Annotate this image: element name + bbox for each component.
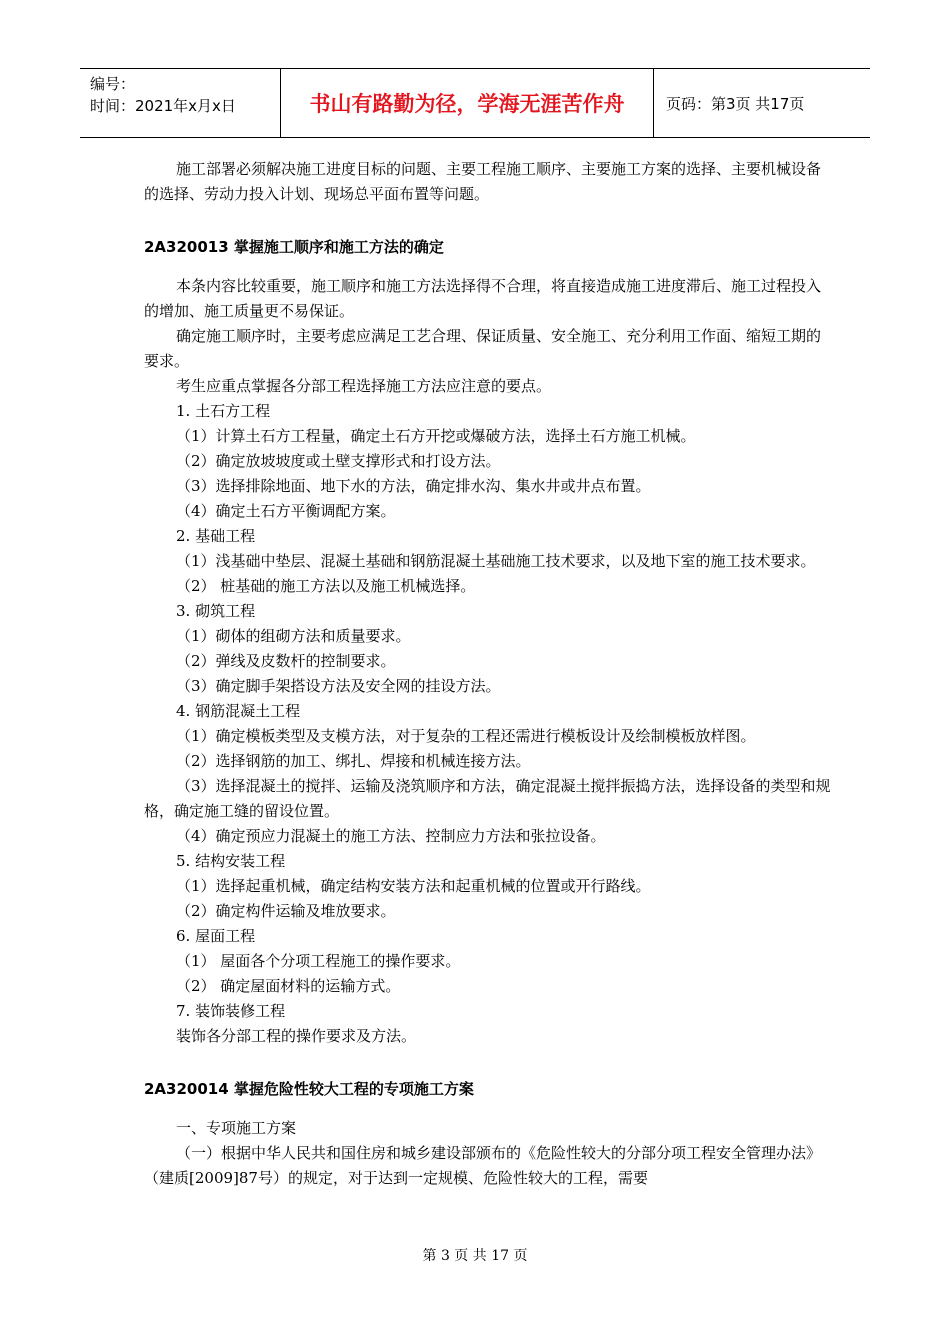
paragraph: （一）根据中华人民共和国住房和城乡建设部颁布的《危险性较大的分部分项工程安全管理办法》（建质[2009]87号）的规定，对于达到一定规模、危险性较大的工程，需要 bbox=[144, 1144, 822, 1187]
document-body bbox=[144, 157, 834, 1191]
paragraph: 一、专项施工方案 bbox=[176, 1119, 297, 1137]
list-item: 1. 土石方工程 bbox=[176, 402, 271, 420]
list-item: （4）确定土石方平衡调配方案。 bbox=[176, 502, 396, 520]
intro-paragraph: 施工部署必须解决施工进度目标的问题、主要工程施工顺序、主要施工方案的选择、主要机械设备的选择、劳动力投入计划、现场总平面布置等问题。 bbox=[144, 160, 822, 203]
section-heading-2a320013: 2A320013 掌握施工顺序和施工方法的确定 bbox=[144, 238, 444, 256]
document-number-label: 编号： bbox=[90, 75, 136, 93]
list-item: （3）选择混凝土的搅拌、运输及浇筑顺序和方法，确定混凝土搅拌振捣方法，选择设备的类型和规格，确定施工缝的留设位置。 bbox=[144, 777, 831, 820]
list-item: （3）选择排除地面、地下水的方法，确定排水沟、集水井或井点布置。 bbox=[176, 477, 651, 495]
list-item: （1）砌体的组砌方法和质量要求。 bbox=[176, 627, 411, 645]
list-item: （2） 确定屋面材料的运输方式。 bbox=[176, 977, 401, 995]
list-item: （2）确定构件运输及堆放要求。 bbox=[176, 902, 396, 920]
list-item: （2）选择钢筋的加工、绑扎、焊接和机械连接方法。 bbox=[176, 752, 531, 770]
paragraph: 考生应重点掌握各分部工程选择施工方法应注意的要点。 bbox=[176, 377, 552, 395]
list-item: （1）浅基础中垫层、混凝土基础和钢筋混凝土基础施工技术要求，以及地下室的施工技术要求。 bbox=[176, 552, 816, 570]
list-item: 5. 结构安装工程 bbox=[176, 852, 286, 870]
paragraph: 确定施工顺序时，主要考虑应满足工艺合理、保证质量、安全施工、充分利用工作面、缩短工期的要求。 bbox=[144, 327, 822, 370]
page-footer: 第 3 页 共 17 页 bbox=[422, 1248, 528, 1264]
list-item: （1）确定模板类型及支模方法，对于复杂的工程还需进行模板设计及绘制模板放样图。 bbox=[176, 727, 756, 745]
list-item: （2）确定放坡坡度或土壁支撑形式和打设方法。 bbox=[176, 452, 501, 470]
list-item: （1） 屋面各个分项工程施工的操作要求。 bbox=[176, 952, 461, 970]
list-item: 7. 装饰装修工程 bbox=[176, 1002, 286, 1020]
list-item: （3）确定脚手架搭设方法及安全网的挂设方法。 bbox=[176, 677, 501, 695]
header-meta bbox=[80, 69, 280, 137]
list-item: 2. 基础工程 bbox=[176, 527, 256, 545]
list-item: （4）确定预应力混凝土的施工方法、控制应力方法和张拉设备。 bbox=[176, 827, 606, 845]
paragraph: 本条内容比较重要，施工顺序和施工方法选择得不合理，将直接造成施工进度滞后、施工过程投入的增加、施工质量更不易保证。 bbox=[144, 277, 822, 320]
page-header bbox=[80, 68, 870, 138]
section-heading-2a320014: 2A320014 掌握危险性较大工程的专项施工方案 bbox=[144, 1080, 474, 1098]
header-page-label: 页码：第3页 共17页 bbox=[666, 94, 805, 113]
document-time-label: 时间：2021年x月x日 bbox=[90, 97, 236, 115]
list-item: 3. 砌筑工程 bbox=[176, 602, 256, 620]
list-item: （1）选择起重机械，确定结构安装方法和起重机械的位置或开行路线。 bbox=[176, 877, 651, 895]
list-item: （2）弹线及皮数杆的控制要求。 bbox=[176, 652, 396, 670]
list-item: （2） 桩基础的施工方法以及施工机械选择。 bbox=[176, 577, 476, 595]
list-item: 装饰各分部工程的操作要求及方法。 bbox=[176, 1027, 417, 1045]
list-item: 4. 钢筋混凝土工程 bbox=[176, 702, 301, 720]
list-item: 6. 屋面工程 bbox=[176, 927, 256, 945]
list-item: （1）计算土石方工程量，确定土石方开挖或爆破方法，选择土石方施工机械。 bbox=[176, 427, 696, 445]
header-motto: 书山有路勤为径，学海无涯苦作舟 bbox=[280, 69, 654, 137]
